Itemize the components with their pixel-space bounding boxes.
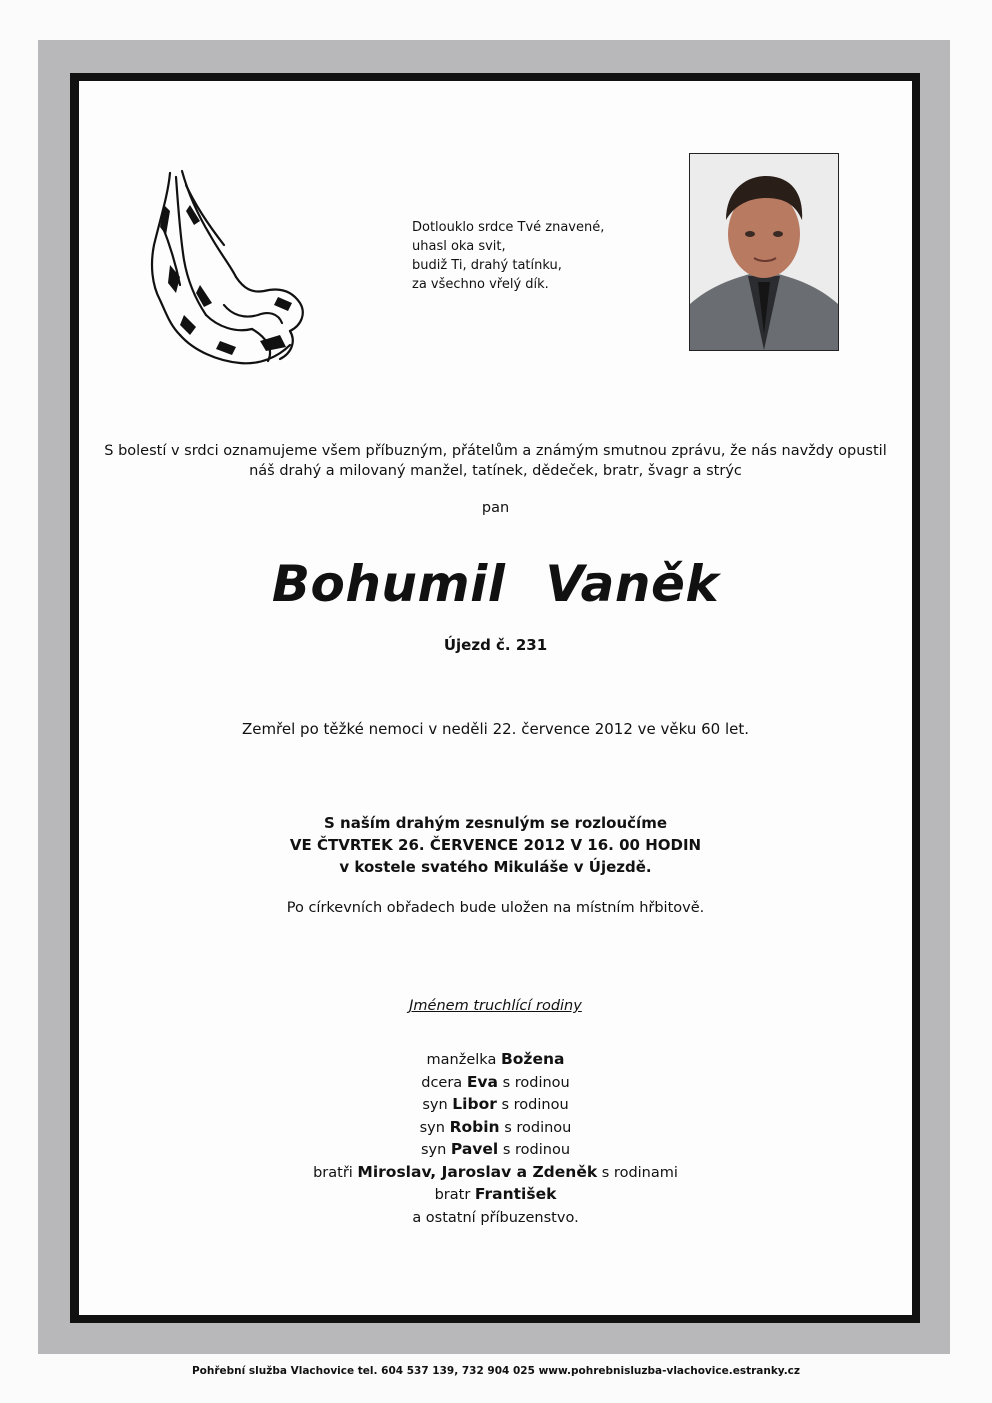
poem-line: za všechno vřelý dík. [412,277,549,292]
announcement-intro [79,441,912,481]
deceased-name [79,555,912,613]
portrait-photo [689,153,839,351]
mourner-row: a ostatní příbuzenstvo. [412,1209,579,1226]
farewell-line: S naším drahým zesnulým se rozloučíme [324,814,667,832]
title-pan: pan [481,500,510,516]
poem-line: budiž Ti, drahý tatínku, [412,258,562,273]
mourner-row: syn Libor s rodinou [422,1095,569,1113]
portrait-illustration [690,154,838,350]
burial-notice: Po církevních obřadech bude uložen na místním hřbitově. [286,900,705,916]
mourner-row: manželka Božena [426,1050,565,1068]
mourner-row: dcera Eva s rodinou [421,1072,570,1091]
mourner-row: bratři Miroslav, Jaroslav a Zdeněk s rodinami [313,1162,678,1181]
address: Újezd č. 231 [443,636,548,654]
poem [412,218,604,294]
farewell-line: VE ČTVRTEK 26. ČERVENCE 2012 V 16. 00 HODIN [289,836,702,854]
family-heading: Jménem truchlící rodiny [409,998,582,1014]
praying-hands-icon [140,165,315,375]
poem-line: uhasl oka svit, [412,239,506,254]
first-name: Bohumil [271,555,506,613]
farewell-line: v kostele svatého Mikuláše v Újezdě. [339,858,652,876]
farewell-info [79,812,912,878]
mourners-list [79,1049,912,1229]
intro-line: náš drahý a milovaný manžel, tatínek, dědeček, bratr, švagr a strýc [249,463,742,479]
death-notice: Zemřel po těžké nemoci v neděli 22. července 2012 ve věku 60 let. [241,720,750,738]
poem-line: Dotlouklo srdce Tvé znavené, [412,220,605,235]
footer-contact: Pohřební služba Vlachovice tel. 604 537 139, 732 904 025 www.pohrebnisluzba-vlachovice.estranky.cz [191,1365,801,1377]
last-name: Vaněk [545,555,720,613]
mourner-row: syn Pavel s rodinou [420,1140,571,1158]
intro-line: S bolestí v srdci oznamujeme všem příbuzným, přátelům a známým smutnou zprávu, že nás navždy opustil [104,443,887,459]
mourner-row: syn Robin s rodinou [419,1117,572,1136]
mourner-row: bratr František [434,1185,557,1203]
